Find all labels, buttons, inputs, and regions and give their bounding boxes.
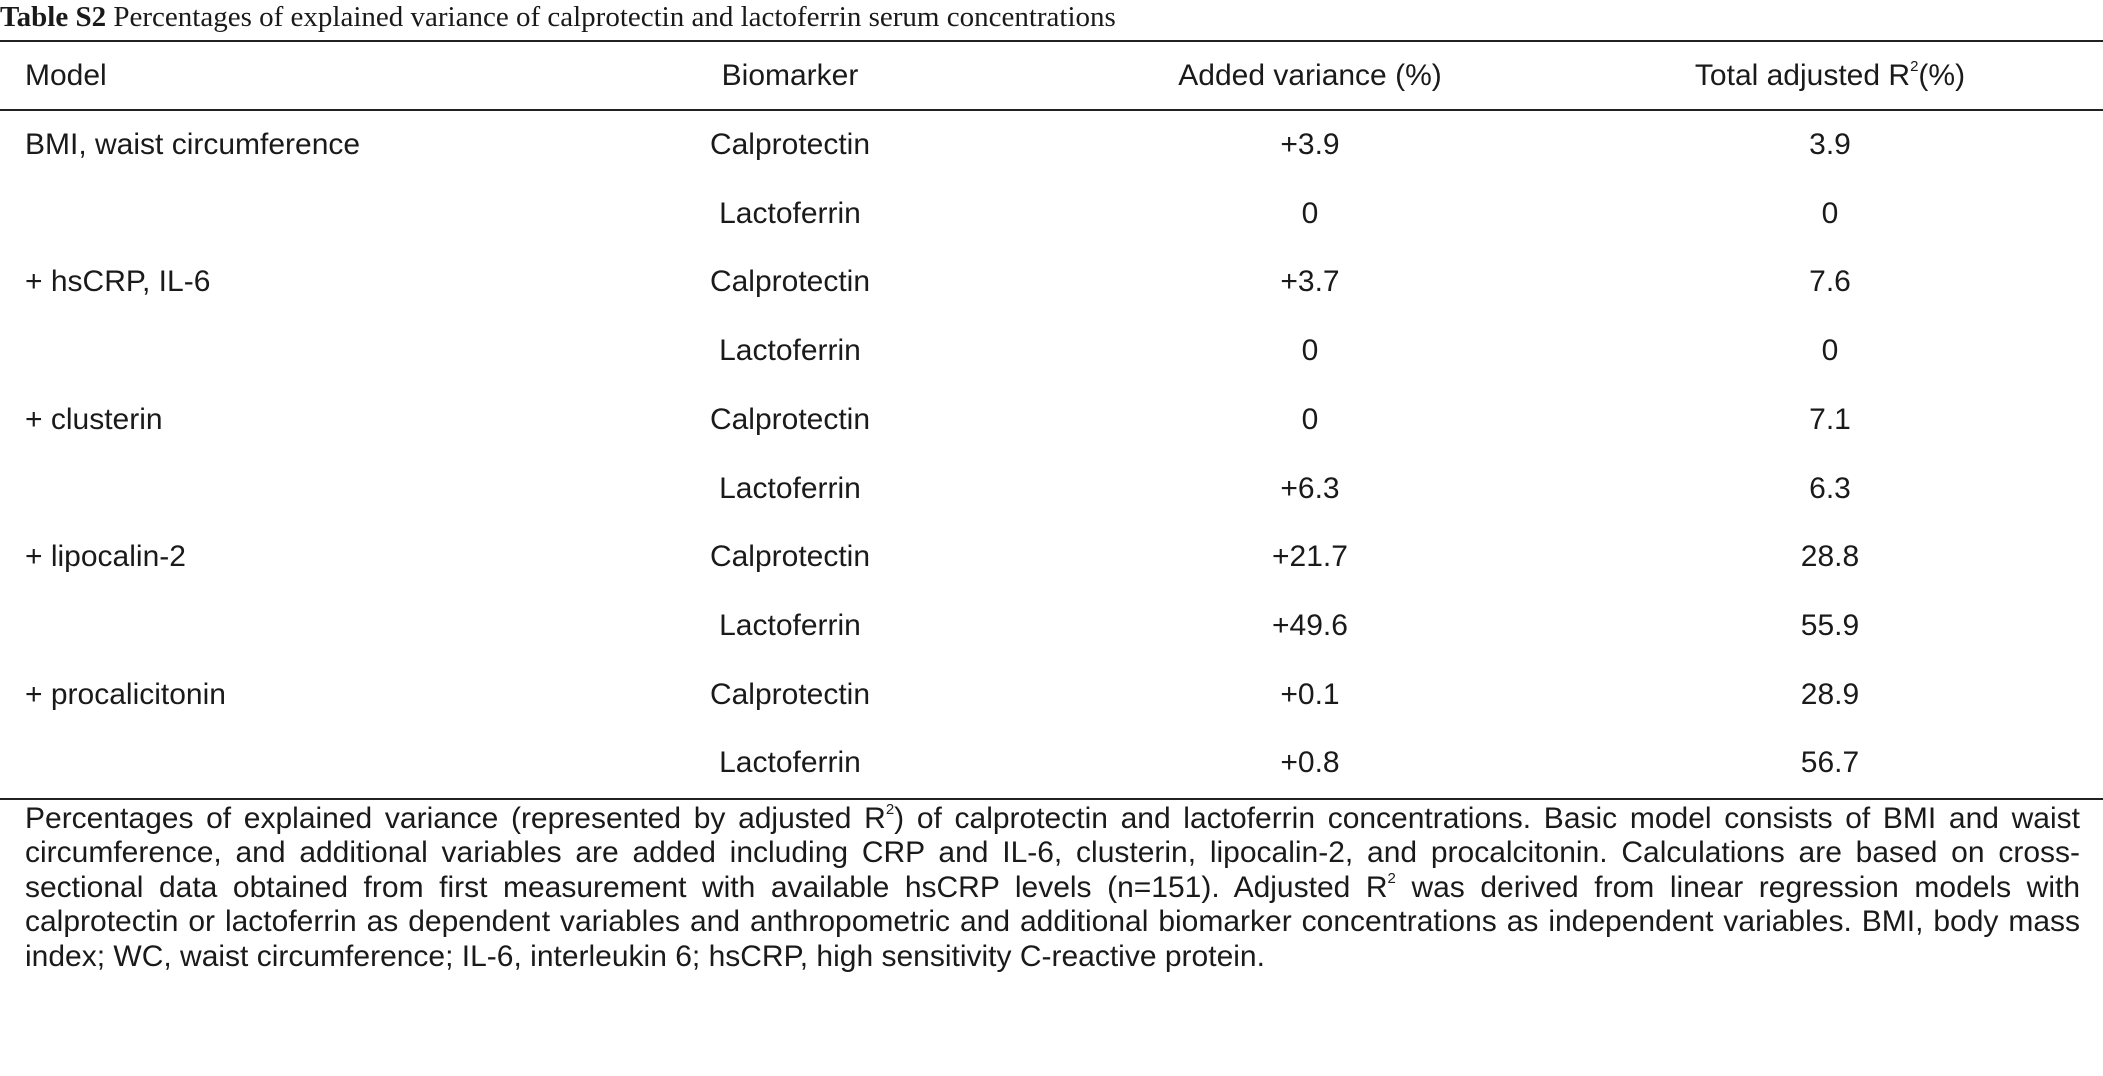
cell-total-adjusted-r2: 0 (1821, 197, 1839, 230)
cell-biomarker: Lactoferrin (719, 197, 861, 230)
cell-added-variance: 0 (1301, 403, 1319, 436)
cell-total-adjusted-r2: 7.1 (1809, 403, 1851, 436)
cell-total-adjusted-r2: 28.9 (1800, 678, 1860, 711)
cell-added-variance: +49.6 (1272, 609, 1348, 642)
cell-added-variance: 0 (1301, 334, 1319, 367)
table-footnote: Percentages of explained variance (represented by adjusted $R^2$) of calprotectin and lactoferrin concentrations. Basic model consists of BMI and waist circumference, and additional variables are added including CRP and IL-6, clusterin, lipocalin-2, and procalcitonin. Calculations are based on cross-sectional data obtained from first measurement with available hsCRP levels (n=151). Adjusted $R^2$ was derived from linear regression models with calprotectin or lactoferrin as dependent variables and anthropometric and additional biomarker concentrations as independent variables. BMI, body mass index; WC, waist circumference; IL-6, interleukin 6; hsCRP, high sensitivity C-reactive protein. (25, 801, 2080, 973)
table-title (0, 0, 2103, 36)
cell-total-adjusted-r2: 0 (1821, 334, 1839, 367)
bottom-rule (0, 798, 2103, 800)
cell-total-adjusted-r2: 3.9 (1809, 128, 1851, 161)
cell-biomarker: Calprotectin (709, 128, 871, 161)
cell-added-variance: 0 (1301, 197, 1319, 230)
cell-total-adjusted-r2: 6.3 (1809, 472, 1851, 505)
cell-total-adjusted-r2: 28.8 (1800, 540, 1860, 573)
cell-biomarker: Lactoferrin (719, 746, 861, 779)
cell-added-variance: +3.9 (1280, 128, 1340, 161)
cell-added-variance: +3.7 (1280, 265, 1340, 298)
cell-biomarker: Lactoferrin (719, 472, 861, 505)
header-model: Model (25, 59, 107, 92)
cell-total-adjusted-r2: 7.6 (1809, 265, 1851, 298)
top-rule (0, 40, 2103, 42)
table-label: Table S2 (0, 1, 107, 33)
table-caption: Percentages of explained variance of calprotectin and lactoferrin serum concentrations (113, 1, 1116, 33)
cell-model: + procalicitonin (25, 678, 226, 711)
cell-added-variance: +6.3 (1280, 472, 1340, 505)
header-added-variance: Added variance (%) (1178, 59, 1442, 92)
cell-added-variance: +0.1 (1280, 678, 1340, 711)
cell-model: + hsCRP, IL-6 (25, 265, 211, 298)
header-rule (0, 109, 2103, 111)
cell-model: + lipocalin-2 (25, 540, 186, 573)
cell-model: + clusterin (25, 403, 163, 436)
cell-added-variance: +21.7 (1272, 540, 1348, 573)
cell-biomarker: Calprotectin (709, 540, 871, 573)
cell-biomarker: Lactoferrin (719, 334, 861, 367)
header-biomarker: Biomarker (721, 59, 859, 92)
cell-model: BMI, waist circumference (25, 128, 361, 161)
header-total-adjusted-r2: Total adjusted $R^2(\%)$ (1694, 58, 1966, 92)
cell-added-variance: +0.8 (1280, 746, 1340, 779)
cell-biomarker: Calprotectin (709, 403, 871, 436)
cell-biomarker: Lactoferrin (719, 609, 861, 642)
cell-biomarker: Calprotectin (709, 265, 871, 298)
cell-total-adjusted-r2: 55.9 (1800, 609, 1860, 642)
cell-total-adjusted-r2: 56.7 (1800, 746, 1860, 779)
cell-biomarker: Calprotectin (709, 678, 871, 711)
